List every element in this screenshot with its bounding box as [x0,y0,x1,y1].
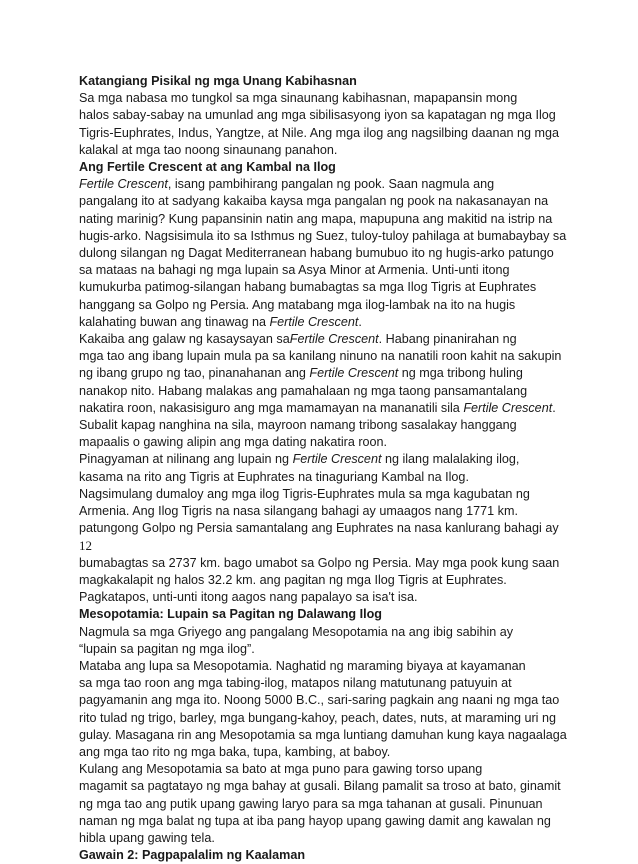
text-line: mga tao ang ibang lupain mula pa sa kanilang ninuno na nanatili roon kahit na sakupin [79,349,562,364]
text-line: Subalit kapag nanghina na sila, mayroon namang tribong sasalakay hanggang [79,418,517,433]
text-line: Kulang ang Mesopotamia sa bato at mga puno para gawing torso upang [79,762,483,777]
text-line: naman ng mga balat ng tupa at iba pang hayop upang gawing damit ang kawalan ng [79,813,551,828]
text-line: Nagmula sa mga Griyego ang pangalang Mesopotamia na ang ibig sabihin ay [79,624,514,639]
text-line: rito tulad ng trigo, barley, mga bungang-kahoy, peach, dates, nuts, at maraming uri ng [79,710,556,725]
text-line: ng mga tao ang putik upang gawing laryo para sa mga tahanan at gusali. Pinunuan [79,796,543,811]
text-line: hanggang sa Golpo ng Persia. Ang matabang mga ilog-lambak na ito na hugis [79,297,516,312]
emphasis: Fertile Crescent [79,177,168,192]
text-line: nakatira roon, nakasisiguro ang mga mamamayan na mananatili sila Fertile Crescent. [79,400,556,415]
text-line: nanakop nito. Habang malakas ang pamahalaan ng mga taong pansamantalang [79,383,528,398]
text-line: kalahating buwan ang tinawag na Fertile Crescent. [79,314,362,329]
text-line: patungong Golpo ng Persia samantalang ang Euphrates na nasa kanlurang bahagi ay [79,521,559,536]
text-line: halos sabay-sabay na umunlad ang mga sibilisasyong iyon sa kapatagan ng mga Ilog [79,108,556,123]
text-line: pagyamanin ang mga ito. Noong 5000 B.C., sari-saring pagkain ang naani ng mga tao [79,693,560,708]
text-line: nating marinig? Kung papansinin natin ang mapa, mapupuna ang makitid na istrip na [79,211,553,226]
section-heading: Mesopotamia: Lupain sa Pagitan ng Dalawang Ilog [79,607,382,622]
text-line: kasama na rito ang Tigris at Euphrates na tinaguriang Kambal na Ilog. [79,469,469,484]
document-page [79,73,579,864]
text-line: Fertile Crescent, isang pambihirang pangalan ng pook. Saan nagmula ang [79,177,495,192]
section-heading: Ang Fertile Crescent at ang Kambal na Ilog [79,160,336,175]
text-line: gulay. Masagana rin ang Mesopotamia sa mga luntiang damuhan kung kaya nagaalaga [79,727,567,742]
text-line: Armenia. Ang Ilog Tigris na nasa silangang bahagi ay umaagos nang 1771 km. [79,504,518,519]
text-line: Kakaiba ang galaw ng kasaysayan saFertile Crescent. Habang pinanirahan ng [79,332,517,347]
text-line: bumabagtas sa 2737 km. bago umabot sa Golpo ng Persia. May mga pook kung saan [79,555,560,570]
emphasis: Fertile Crescent [269,314,359,329]
text-line: magamit sa pagtatayo ng mga bahay at gusali. Bilang pamalit sa troso at bato, ginamit [79,779,561,794]
text-line: hibla upang gawing tela. [79,830,215,845]
text-line: “lupain sa pagitan ng mga ilog”. [79,641,255,656]
emphasis: Fertile Crescent [309,366,399,381]
page-number: 12 [79,538,92,554]
text-line: kumukurba patimog-silangan habang bumabagtas sa mga Ilog Tigris at Euphrates [79,280,537,295]
text-line: Sa mga nabasa mo tungkol sa mga sinaunang kabihasnan, mapapansin mong [79,91,518,106]
text-line: ang mga tao rito ng mga baka, tupa, kambing, at baboy. [79,744,391,759]
text-line: sa mataas na bahagi ng mga lupain sa Asya Minor at Armenia. Unti-unti itong [79,263,510,278]
text-line: dulong silangan ng Dagat Mediterranean habang bumubuo ito ng hugis-arko patungo [79,246,554,261]
emphasis: Fertile Crescent [292,452,382,467]
text-line: sa mga tao roon ang mga tabing-ilog, matapos nilang matutunang patuyuin at [79,676,512,691]
text-line: magkakalapit ng halos 32.2 km. ang pagitan ng mga Ilog Tigris at Euphrates. [79,572,507,587]
text-line: pangalang ito at sadyang kakaiba kaysa mga pangalan ng pook na nakasanayan na [79,194,549,209]
text-line: hugis-arko. Nagsisimula ito sa Isthmus ng Suez, tuloy-tuloy pahilaga at bumabaybay sa [79,228,567,243]
text-line: Tigris-Euphrates, Indus, Yangtze, at Nile. Ang mga ilog ang nagsilbing daanan ng mga [79,125,560,140]
text-line: Pinagyaman at nilinang ang lupain ng Fertile Crescent ng ilang malalaking ilog, [79,452,520,467]
text-line: Pagkatapos, unti-unti itong aagos nang papalayo sa isa't isa. [79,590,418,605]
text-line: Mataba ang lupa sa Mesopotamia. Naghatid ng maraming biyaya at kayamanan [79,658,526,673]
text-line: Nagsimulang dumaloy ang mga ilog Tigris-Euphrates mula sa mga kagubatan ng [79,486,530,501]
section-heading: Katangiang Pisikal ng mga Unang Kabihasnan [79,74,357,88]
text-line: mapaalis o gawing alipin ang mga dating nakatira roon. [79,435,388,450]
text-line: ng ibang grupo ng tao, pinanahanan ang Fertile Crescent ng mga tribong huling [79,366,523,381]
emphasis: Fertile Crescent [289,332,379,347]
section-heading: Gawain 2: Pagpapalalim ng Kaalaman [79,848,306,863]
emphasis: Fertile Crescent [463,400,553,415]
text-line: kalakal at mga tao noong sinaunang panahon. [79,142,338,157]
